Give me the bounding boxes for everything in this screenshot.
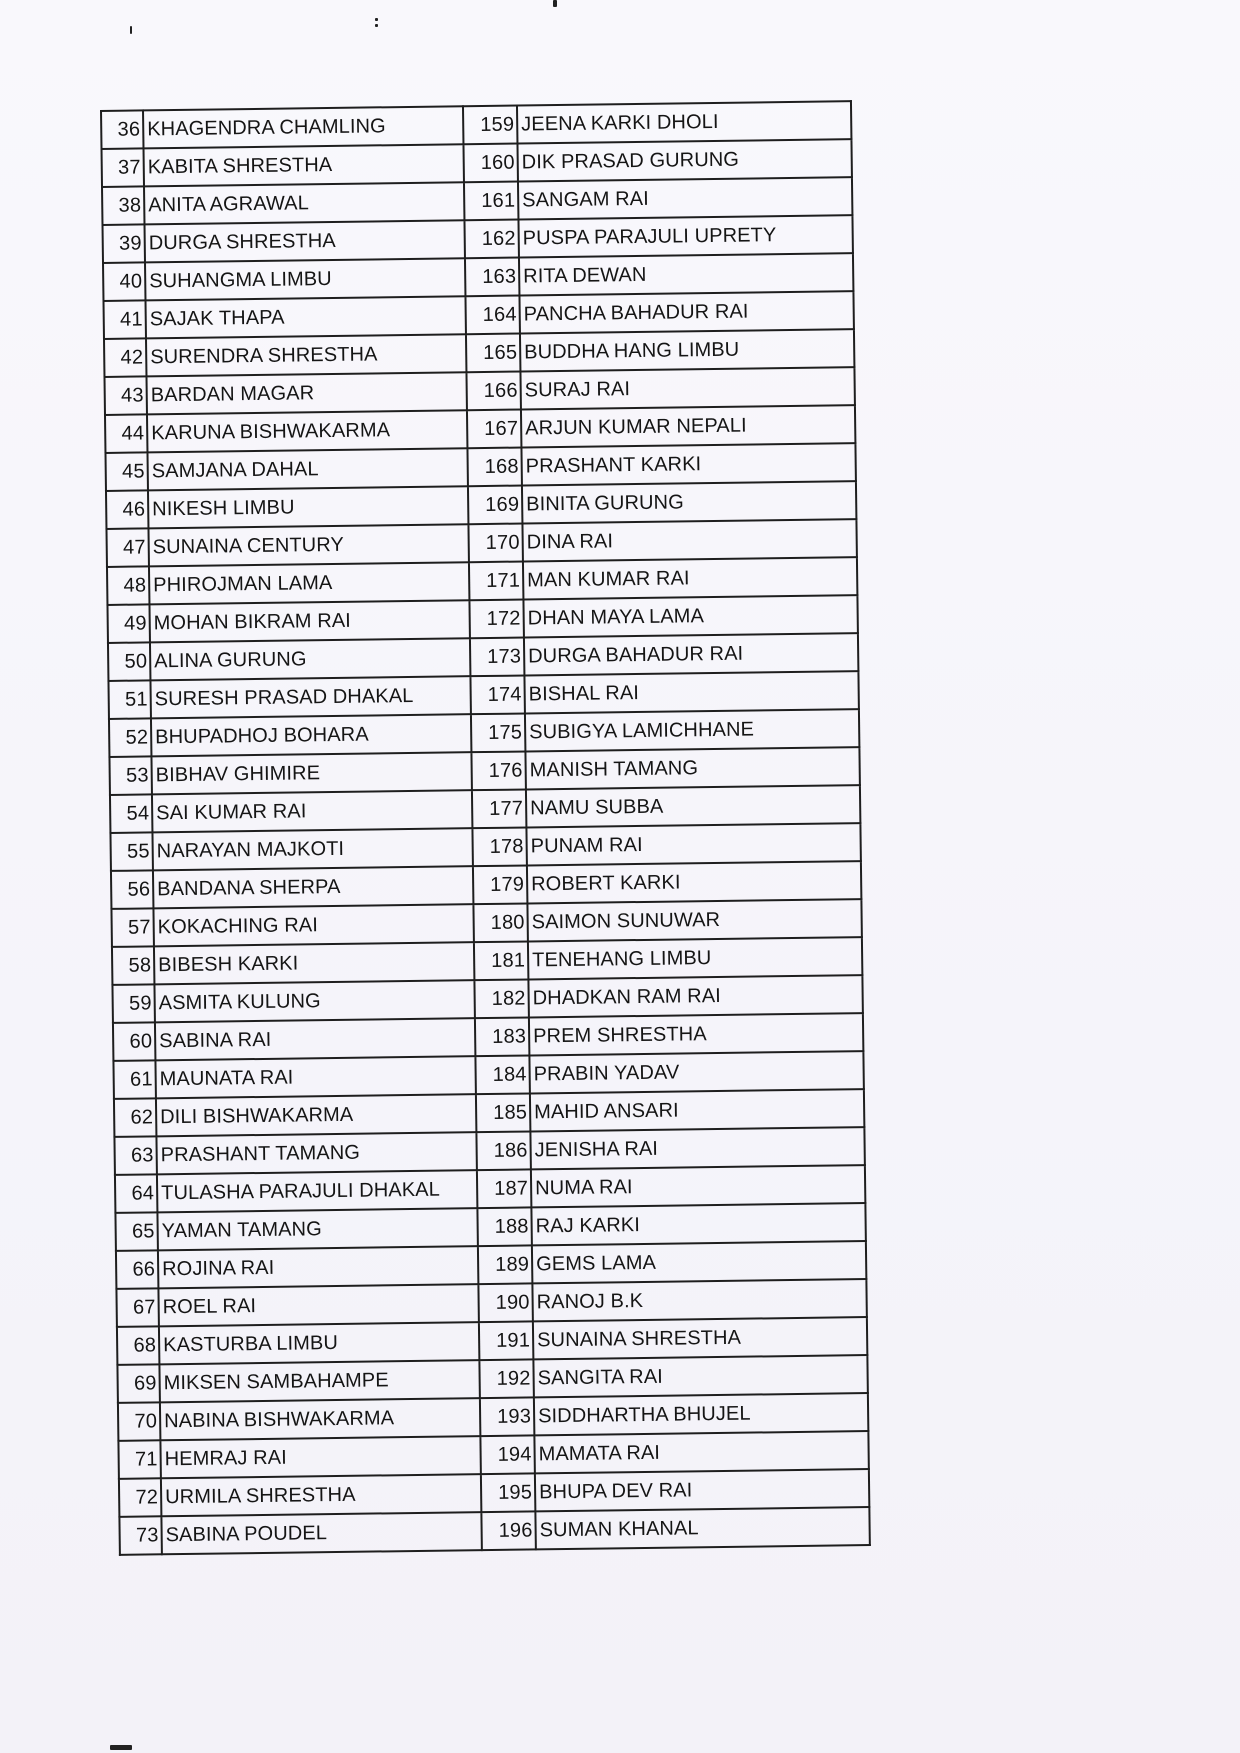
- person-name-left: SUHANGMA LIMBU: [145, 258, 465, 300]
- person-name-right: SUMAN KHANAL: [535, 1507, 869, 1549]
- serial-number-right: 159: [463, 106, 517, 145]
- person-name-left: SAMJANA DAHAL: [147, 448, 467, 490]
- person-name-left: KHAGENDRA CHAMLING: [143, 106, 463, 148]
- person-name-right: GEMS LAMA: [532, 1241, 866, 1283]
- person-name-left: BANDANA SHERPA: [153, 866, 473, 908]
- person-name-left: SABINA POUDEL: [161, 1512, 481, 1554]
- person-name-left: BIBHAV GHIMIRE: [151, 752, 471, 794]
- person-name-right: MANISH TAMANG: [525, 747, 859, 789]
- serial-number-left: 63: [114, 1136, 156, 1175]
- serial-number-right: 193: [480, 1397, 534, 1436]
- person-name-right: MAMATA RAI: [534, 1431, 868, 1473]
- person-name-right: PUNAM RAI: [526, 823, 860, 865]
- serial-number-right: 191: [479, 1321, 533, 1360]
- roster-body: [101, 101, 870, 1555]
- serial-number-left: 64: [115, 1174, 157, 1213]
- person-name-left: MOHAN BIKRAM RAI: [149, 600, 469, 642]
- person-name-left: ALINA GURUNG: [150, 638, 470, 680]
- person-name-left: KOKACHING RAI: [153, 904, 473, 946]
- person-name-left: DURGA SHRESTHA: [145, 220, 465, 262]
- serial-number-left: 48: [107, 566, 149, 605]
- person-name-left: HEMRAJ RAI: [160, 1436, 480, 1478]
- serial-number-right: 173: [470, 637, 524, 676]
- person-name-right: PANCHA BAHADUR RAI: [519, 291, 853, 333]
- serial-number-left: 57: [111, 908, 153, 947]
- person-name-left: KARUNA BISHWAKARMA: [147, 410, 467, 452]
- serial-number-left: 41: [104, 300, 146, 339]
- person-name-right: SIDDHARTHA BHUJEL: [534, 1393, 868, 1435]
- serial-number-right: 187: [477, 1169, 531, 1208]
- person-name-right: ARJUN KUMAR NEPALI: [521, 405, 855, 447]
- serial-number-left: 47: [106, 528, 148, 567]
- serial-number-left: 44: [105, 414, 147, 453]
- serial-number-right: 185: [476, 1093, 530, 1132]
- person-name-right: MAN KUMAR RAI: [523, 557, 857, 599]
- person-name-right: BISHAL RAI: [524, 671, 858, 713]
- person-name-left: SUNAINA CENTURY: [148, 524, 468, 566]
- person-name-left: MAUNATA RAI: [155, 1056, 475, 1098]
- serial-number-left: 53: [109, 756, 151, 795]
- serial-number-right: 192: [479, 1359, 533, 1398]
- person-name-right: PREM SHRESTHA: [529, 1013, 863, 1055]
- serial-number-left: 70: [118, 1402, 160, 1441]
- scan-speck: [130, 26, 132, 34]
- serial-number-left: 61: [113, 1060, 155, 1099]
- roster-table: [100, 100, 871, 1556]
- person-name-left: NABINA BISHWAKARMA: [160, 1398, 480, 1440]
- person-name-left: TULASHA PARAJULI DHAKAL: [157, 1170, 477, 1212]
- serial-number-right: 179: [473, 865, 527, 904]
- serial-number-left: 58: [112, 946, 154, 985]
- serial-number-left: 52: [109, 718, 151, 757]
- serial-number-left: 43: [104, 376, 146, 415]
- person-name-right: SUNAINA SHRESTHA: [533, 1317, 867, 1359]
- serial-number-right: 194: [480, 1435, 534, 1474]
- person-name-left: URMILA SHRESTHA: [161, 1474, 481, 1516]
- person-name-left: SAI KUMAR RAI: [152, 790, 472, 832]
- serial-number-right: 171: [469, 562, 523, 601]
- serial-number-right: 177: [472, 789, 526, 828]
- serial-number-left: 51: [108, 680, 150, 719]
- person-name-right: PUSPA PARAJULI UPRETY: [518, 215, 852, 257]
- person-name-left: NIKESH LIMBU: [148, 486, 468, 528]
- serial-number-right: 190: [478, 1283, 532, 1322]
- person-name-left: NARAYAN MAJKOTI: [152, 828, 472, 870]
- person-name-right: BHUPA DEV RAI: [535, 1469, 869, 1511]
- person-name-left: YAMAN TAMANG: [157, 1208, 477, 1250]
- scan-speck: [375, 18, 378, 21]
- person-name-left: SABINA RAI: [155, 1018, 475, 1060]
- serial-number-left: 62: [114, 1098, 156, 1137]
- serial-number-left: 38: [102, 186, 144, 225]
- serial-number-left: 45: [105, 452, 147, 491]
- person-name-left: BARDAN MAGAR: [146, 372, 466, 414]
- serial-number-left: 50: [108, 642, 150, 681]
- serial-number-right: 168: [467, 448, 521, 487]
- serial-number-right: 182: [474, 979, 528, 1018]
- person-name-right: SANGITA RAI: [533, 1355, 867, 1397]
- serial-number-left: 68: [117, 1326, 159, 1365]
- person-name-left: MIKSEN SAMBAHAMPE: [159, 1360, 479, 1402]
- person-name-left: ROJINA RAI: [158, 1246, 478, 1288]
- serial-number-left: 39: [103, 224, 145, 263]
- person-name-right: PRASHANT KARKI: [521, 443, 855, 485]
- serial-number-right: 186: [476, 1131, 530, 1170]
- serial-number-left: 49: [107, 604, 149, 643]
- person-name-right: RANOJ B.K: [532, 1279, 866, 1321]
- person-name-left: ROEL RAI: [158, 1284, 478, 1326]
- person-name-left: ASMITA KULUNG: [154, 980, 474, 1022]
- serial-number-left: 55: [110, 832, 152, 871]
- person-name-right: PRABIN YADAV: [529, 1051, 863, 1093]
- person-name-right: DIK PRASAD GURUNG: [517, 139, 851, 181]
- serial-number-left: 65: [115, 1212, 157, 1251]
- serial-number-right: 176: [471, 751, 525, 790]
- serial-number-right: 178: [472, 827, 526, 866]
- serial-number-left: 59: [112, 984, 154, 1023]
- serial-number-left: 67: [116, 1288, 158, 1327]
- person-name-right: MAHID ANSARI: [530, 1089, 864, 1131]
- serial-number-right: 170: [468, 524, 522, 563]
- person-name-right: RITA DEWAN: [519, 253, 853, 295]
- person-name-right: NUMA RAI: [531, 1165, 865, 1207]
- person-name-left: SAJAK THAPA: [145, 296, 465, 338]
- serial-number-left: 40: [103, 262, 145, 301]
- person-name-left: ANITA AGRAWAL: [144, 182, 464, 224]
- serial-number-right: 174: [470, 675, 524, 714]
- serial-number-left: 56: [111, 870, 153, 909]
- serial-number-right: 172: [469, 599, 523, 638]
- person-name-left: KABITA SHRESTHA: [144, 144, 464, 186]
- serial-number-left: 66: [116, 1250, 158, 1289]
- serial-number-left: 42: [104, 338, 146, 377]
- person-name-right: DINA RAI: [522, 519, 856, 561]
- serial-number-left: 54: [110, 794, 152, 833]
- person-name-left: SURENDRA SHRESTHA: [146, 334, 466, 376]
- person-name-left: KASTURBA LIMBU: [159, 1322, 479, 1364]
- person-name-left: BHUPADHOJ BOHARA: [151, 714, 471, 756]
- serial-number-right: 165: [466, 334, 520, 373]
- serial-number-right: 162: [464, 220, 518, 259]
- serial-number-right: 169: [468, 486, 522, 525]
- scan-speck: [375, 24, 378, 27]
- person-name-left: BIBESH KARKI: [154, 942, 474, 984]
- serial-number-left: 37: [102, 148, 144, 187]
- serial-number-left: 72: [119, 1478, 161, 1517]
- serial-number-right: 164: [465, 296, 519, 335]
- person-name-right: SURAJ RAI: [520, 367, 854, 409]
- person-name-right: ROBERT KARKI: [527, 861, 861, 903]
- serial-number-left: 69: [117, 1364, 159, 1403]
- person-name-left: PRASHANT TAMANG: [156, 1132, 476, 1174]
- serial-number-right: 167: [467, 410, 521, 449]
- serial-number-left: 60: [113, 1022, 155, 1061]
- person-name-right: BINITA GURUNG: [522, 481, 856, 523]
- person-name-left: SURESH PRASAD DHAKAL: [150, 676, 470, 718]
- serial-number-right: 196: [481, 1511, 535, 1550]
- person-name-right: SANGAM RAI: [518, 177, 852, 219]
- serial-number-left: 71: [118, 1440, 160, 1479]
- serial-number-right: 188: [477, 1207, 531, 1246]
- person-name-right: TENEHANG LIMBU: [528, 937, 862, 979]
- serial-number-right: 166: [466, 372, 520, 411]
- person-name-right: JENISHA RAI: [530, 1127, 864, 1169]
- person-name-right: BUDDHA HANG LIMBU: [520, 329, 854, 371]
- scan-speck: [553, 0, 557, 7]
- serial-number-right: 184: [475, 1055, 529, 1094]
- serial-number-left: 46: [106, 490, 148, 529]
- serial-number-right: 161: [464, 182, 518, 221]
- person-name-right: DHADKAN RAM RAI: [528, 975, 862, 1017]
- serial-number-right: 163: [465, 258, 519, 297]
- serial-number-right: 180: [473, 903, 527, 942]
- serial-number-right: 189: [478, 1245, 532, 1284]
- serial-number-right: 195: [481, 1473, 535, 1512]
- person-name-right: DURGA BAHADUR RAI: [524, 633, 858, 675]
- serial-number-left: 36: [101, 110, 143, 149]
- person-name-right: SAIMON SUNUWAR: [527, 899, 861, 941]
- person-name-right: SUBIGYA LAMICHHANE: [525, 709, 859, 751]
- person-name-right: JEENA KARKI DHOLI: [517, 101, 851, 143]
- scan-speck: [110, 1745, 132, 1750]
- person-name-left: PHIROJMAN LAMA: [149, 562, 469, 604]
- person-name-right: NAMU SUBBA: [526, 785, 860, 827]
- serial-number-left: 73: [119, 1516, 161, 1555]
- person-name-right: RAJ KARKI: [531, 1203, 865, 1245]
- serial-number-right: 160: [463, 144, 517, 183]
- serial-number-right: 175: [471, 713, 525, 752]
- serial-number-right: 183: [475, 1017, 529, 1056]
- name-roster-sheet: [100, 100, 869, 1556]
- serial-number-right: 181: [474, 941, 528, 980]
- person-name-left: DILI BISHWAKARMA: [156, 1094, 476, 1136]
- person-name-right: DHAN MAYA LAMA: [523, 595, 857, 637]
